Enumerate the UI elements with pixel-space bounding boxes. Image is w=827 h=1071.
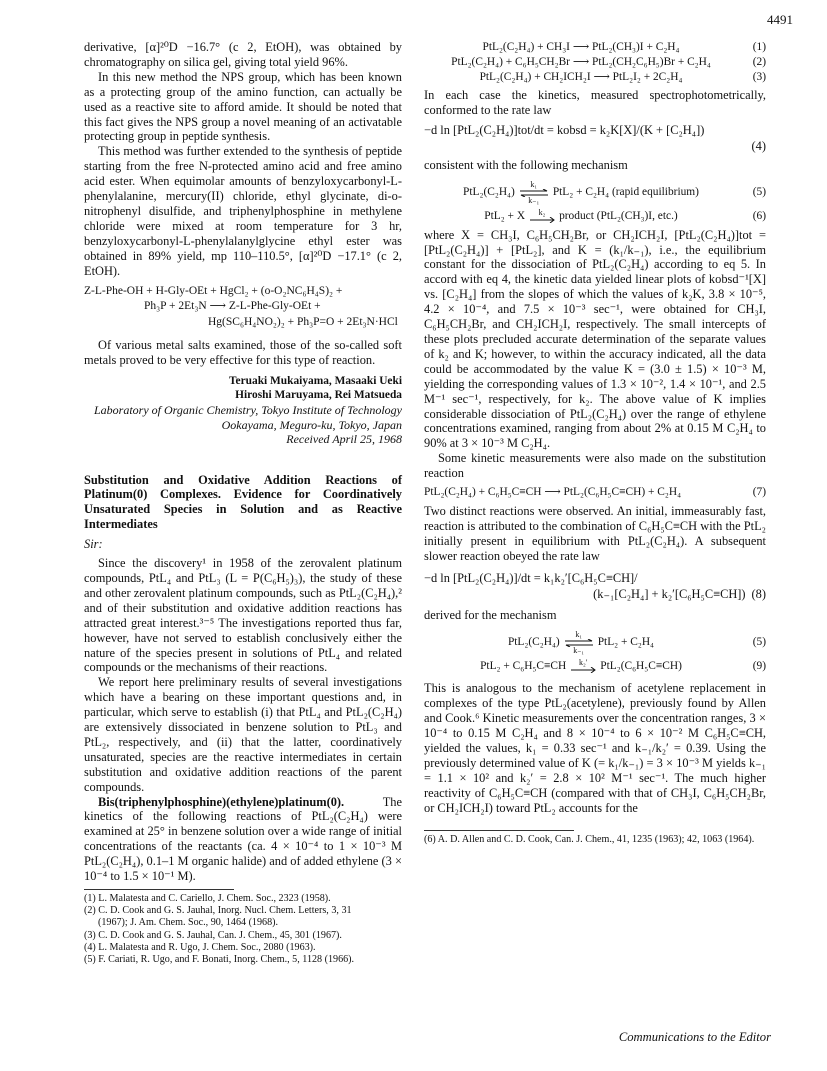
equation-number: (4) [751,138,766,153]
equation-number: (5) [752,636,766,649]
paragraph: Some kinetic measurements were also made on the substitution reaction [424,451,766,481]
equation [424,40,766,55]
equation-expression: PtL₂(C₂H₄) + C₆H₅CH₂Br ⟶ PtL₂(CH₂C₆H₅)Br + C₂H₄ [451,56,711,68]
equilibrium-arrow [519,181,549,205]
rate-law-expression: (k₋₁[C₂H₄] + k₂′[C₆H₅C≡CH]) [593,586,746,601]
paragraph: Since the discovery¹ in 1958 of the zerovalent platinum compounds, PtL₄ and PtL₃ (L = P(C₆H₅)₃), the study of these and other zerovalent platinum compounds, such as PtL₂(C₂H₄),² and of their substitution and oxidative addition reactions has attracted great interest.³⁻⁵ The investigations reported thus far, however, have not served to establish conclusively either the nature of the species present in solutions of PtL₄ and related compounds or the mechanisms of their reactions. [84,556,402,675]
arrow-icon [570,667,596,673]
page-number: 4491 [767,12,793,27]
paragraph: derivative, [α]²⁰D −16.7° (c 2, EtOH), was obtained by chromatography on silica gel, giving total yield 96%. [84,40,402,69]
product: PtL₂ + C₂H₄ [597,636,655,649]
mechanism-step [424,181,766,205]
rate-constant: k₁ [530,179,538,189]
paragraph: This method was further extended to the synthesis of peptide starting from the free N-protected amino acid and free amino acid ester. When equimolar amounts of benzyloxycarbonyl-L-phenylalanine, mercury(II) chloride, ethyl glycinate, di-o-nitrophenyl disulfide, and triphenylphosphine in methylene chloride were mixed at room temperature for 3 hr, benzyloxycarbonyl-L-phenylalanylglycine ethyl ester was obtained in 89% yield, mp 110–110.5°, [α]²⁰D −17.1° (c 2, EtOH). [84,144,402,278]
equation-number: (3) [752,71,766,83]
paragraph [84,795,402,884]
footnote: (4) L. Malatesta and R. Ugo, J. Chem. Soc., 2080 (1963). [84,941,316,953]
equation [424,55,766,70]
equation-expression: PtL₂(C₂H₄) + CH₂ICH₂I ⟶ PtL₂I₂ + 2C₂H₄ [479,71,683,83]
paragraph: In each case the kinetics, measured spectrophotometrically, conformed to the rate law [424,88,766,117]
footnote: (5) F. Cariati, R. Ugo, and F. Bonati, Inorg. Chem., 5, 1128 (1966). [84,954,355,966]
product: product (PtL₂(CH₃)I, etc.) [559,209,678,222]
paragraph: derived for the mechanism [424,607,557,622]
footnote: (1967); J. Am. Chem. Soc., 90, 1464 (1968). [98,917,278,929]
paragraph-text: The kinetics of the following reactions of PtL₂(C₂H₄) were examined at 25° in benzene solution over a wide range of initial concentrations of the reactants (ca. 4 × 10⁻⁴ to 1 × 10⁻³ M PtL₂(C₂H₄), 0.1–1 M organic halide) and of added ethylene (3 × 10⁻⁴ to 1.5 × 10⁻¹ M). [84,794,402,884]
equation-number: (2) [752,56,766,68]
section-heading: Bis(triphenylphosphine)(ethylene)platinum(0). [98,794,345,809]
author-signature [84,374,402,447]
paragraph: This is analogous to the mechanism of acetylene replacement in complexes of the type PtL₂(acetylene), previously found by Allen and Cook.⁶ Kinetic measurements over the concentration ranges, 3 × 10⁻⁴ to 0.15 M C₂H₄ and 8 × 10⁻⁴ to 6 × 10⁻² M C₆H₅C≡CH, yielded the values, k₁ = 0.33 sec⁻¹ and k₋₁/k₂′ = 0.39. Using the previously determined value of K (= k₁/k₋₁) = 3 × 10⁻³ M yields k₋₁ = 1.1 × 10² and k₂′ = 2.8 × 10² M⁻¹ sec⁻¹. The much higher reactivity of C₆H₅C≡CH (compared with that of CH₃I, C₆H₅CH₂Br, or CH₂ICH₂I) toward PtL₂ accounts for the [424,681,766,815]
received-date: Received April 25, 1968 [286,432,402,447]
equation-expression: PtL₂(C₂H₄) + C₆H₅C≡CH ⟶ PtL₂(C₆H₅C≡CH) + C₂H₄ [424,486,682,499]
reaction-scheme [84,284,402,331]
paragraph: In this new method the NPS group, which has been known as a protecting group of the amino function, can actually be used as a reactive site to afford amide. It should be noted that this fact gives the NPS group a novel meaning of an activatable protecting group in peptide synthesis. [84,69,402,144]
scheme-line: Z-L-Phe-OH + H-Gly-OEt + HgCl₂ + (o-O₂NC₆H₄S)₂ + [84,284,343,297]
equation [424,70,766,85]
footnotes [424,830,755,846]
equation-expression: PtL₂(C₂H₄) + CH₃I ⟶ PtL₂(CH₃)I + C₂H₄ [482,41,680,53]
equation-number: (7) [752,486,766,499]
affiliation: Ookayama, Meguro-ku, Tokyo, Japan [221,417,402,432]
paragraph: where X = CH₃I, C₆H₅CH₂Br, or CH₂ICH₂I, [PtL₂(C₂H₄)]tot = [PtL₂(C₂H₄)] + [PtL₂], and K = (k₁/k₋₁), i.e., the equilibrium constant for the dissociation of PtL₂(C₂H₄) according to eq 5. In accord with eq 4, the kinetic data yielded linear plots of kobsd⁻¹[X] vs. [C₂H₄] from the slopes of which the values of k₂K, 3.8 × 10⁻⁵, 4.2 × 10⁻⁴, and 7.5 × 10⁻³ sec⁻¹, were obtained for CH₃I, C₆H₅CH₂Br, and CH₂ICH₂I, respectively. The small intercepts of these plots precluded accurate determination of the separate values of k₂ and K; however, to within the accuracy indicated, all the data could be accommodated by the value K = (3.0 ± 1.5) × 10⁻³ M, yielding the corresponding values of 1.3 × 10⁻², 1.4 × 10⁻¹, and 2.5 M⁻¹ sec⁻¹, respectively, for k₂. The above value of K implies considerable dissociation of PtL₂(C₂H₄) over the range of ethylene concentrations examined, ranging from about 2% at 0.15 M C₂H₄ to 90% at 3 × 10⁻³ M C₂H₄. [424,227,766,451]
rate-law [424,570,766,602]
rate-law [424,122,766,154]
paragraph: Of various metal salts examined, those of the so-called soft metals proved to be very effective for this type of reaction. [84,338,402,367]
footnote: (3) C. D. Cook and G. S. Jauhal, Can. J. Chem., 45, 301 (1967). [84,929,342,941]
mechanism-step [424,631,766,655]
rate-constant: k₂ [538,208,546,218]
reaction-arrow [529,209,555,223]
equation-number: (8) [751,586,766,601]
rate-constant: k₋₁ [528,195,540,205]
rate-law-expression: −d ln [PtL₂(C₂H₄)]/dt = k₁k₂′[C₆H₅C≡CH]/ [424,570,638,585]
salutation: Sir: [84,537,103,552]
product: PtL₂ + C₂H₄ (rapid equilibrium) [552,186,699,199]
equation-number: (6) [752,209,766,222]
product: PtL₂(C₆H₅C≡CH) [600,659,682,672]
footnote: (1) L. Malatesta and C. Cariello, J. Chem. Soc., 2323 (1958). [84,893,331,904]
mechanism-step [424,209,766,224]
paragraph: Two distinct reactions were observed. An initial, immeasurably fast, reaction is attributed to the combination of C₆H₅C≡CH with the PtL₂ initially present in equilibrium with PtL₂(C₂H₄). A subsequent slower reaction obeyed the rate law [424,504,766,563]
equation-number: (1) [752,41,766,53]
paragraph: We report here preliminary results of several investigations which have a bearing on these important questions and, in particular, which serve to establish (i) that PtL₄ and PtL₂(C₂H₄) are extensively dissociated in benzene solution to PtL₃ and PtL₂, respectively, and (ii) that the latter, coordinatively unsaturated, species are the reactive intermediates in certain substitution and oxidative addition reactions of the parent compounds. [84,675,402,794]
right-column [424,40,766,846]
footnote: (2) C. D. Cook and G. S. Jauhal, Inorg. Nucl. Chem. Letters, 3, 31 [84,905,352,917]
scheme-line: Ph₃P + 2Et₃N ⟶ Z-L-Phe-Gly-OEt + [144,300,321,312]
reactant: PtL₂ + C₆H₅C≡CH [480,659,567,672]
equation-number: (9) [752,659,766,672]
footnotes [84,889,355,966]
reactant: PtL₂(C₂H₄) [463,186,515,199]
rate-constant: k₋₁ [573,645,585,655]
footnote: (6) A. D. Allen and C. D. Cook, Can. J. Chem., 41, 1235 (1963); 42, 1063 (1964). [424,833,755,845]
rate-law-expression: −d ln [PtL₂(C₂H₄)]tot/dt = kobsd = k₂K[X]/(K + [C₂H₄]) [424,122,705,137]
equilibrium-arrow [564,631,594,655]
mechanism-step [424,659,766,674]
paragraph: consistent with the following mechanism [424,157,628,172]
reactant: PtL₂ + X [484,209,526,222]
scheme-line: Hg(SC₆H₄NO₂)₂ + Ph₃P=O + 2Et₃N·HCl [208,315,398,328]
equation [424,485,766,500]
rate-constant: k₁ [575,629,583,639]
author-names: Teruaki Mukaiyama, Masaaki Ueki [229,374,402,387]
reaction-arrow [570,659,596,673]
reactant: PtL₂(C₂H₄) [507,636,560,649]
author-names: Hiroshi Maruyama, Rei Matsueda [235,389,402,402]
equation-number: (5) [752,186,766,199]
left-column [84,40,402,966]
arrow-icon [529,217,555,223]
affiliation: Laboratory of Organic Chemistry, Tokyo Institute of Technology [94,403,402,417]
journal-section-footer: Communications to the Editor [618,1030,771,1044]
rate-constant: k₂′ [578,658,588,668]
article-title: Substitution and Oxidative Addition Reactions of Platinum(0) Complexes. Evidence for Coordinatively Unsaturated Species in Solution and as Reactive Intermediates [84,472,402,531]
